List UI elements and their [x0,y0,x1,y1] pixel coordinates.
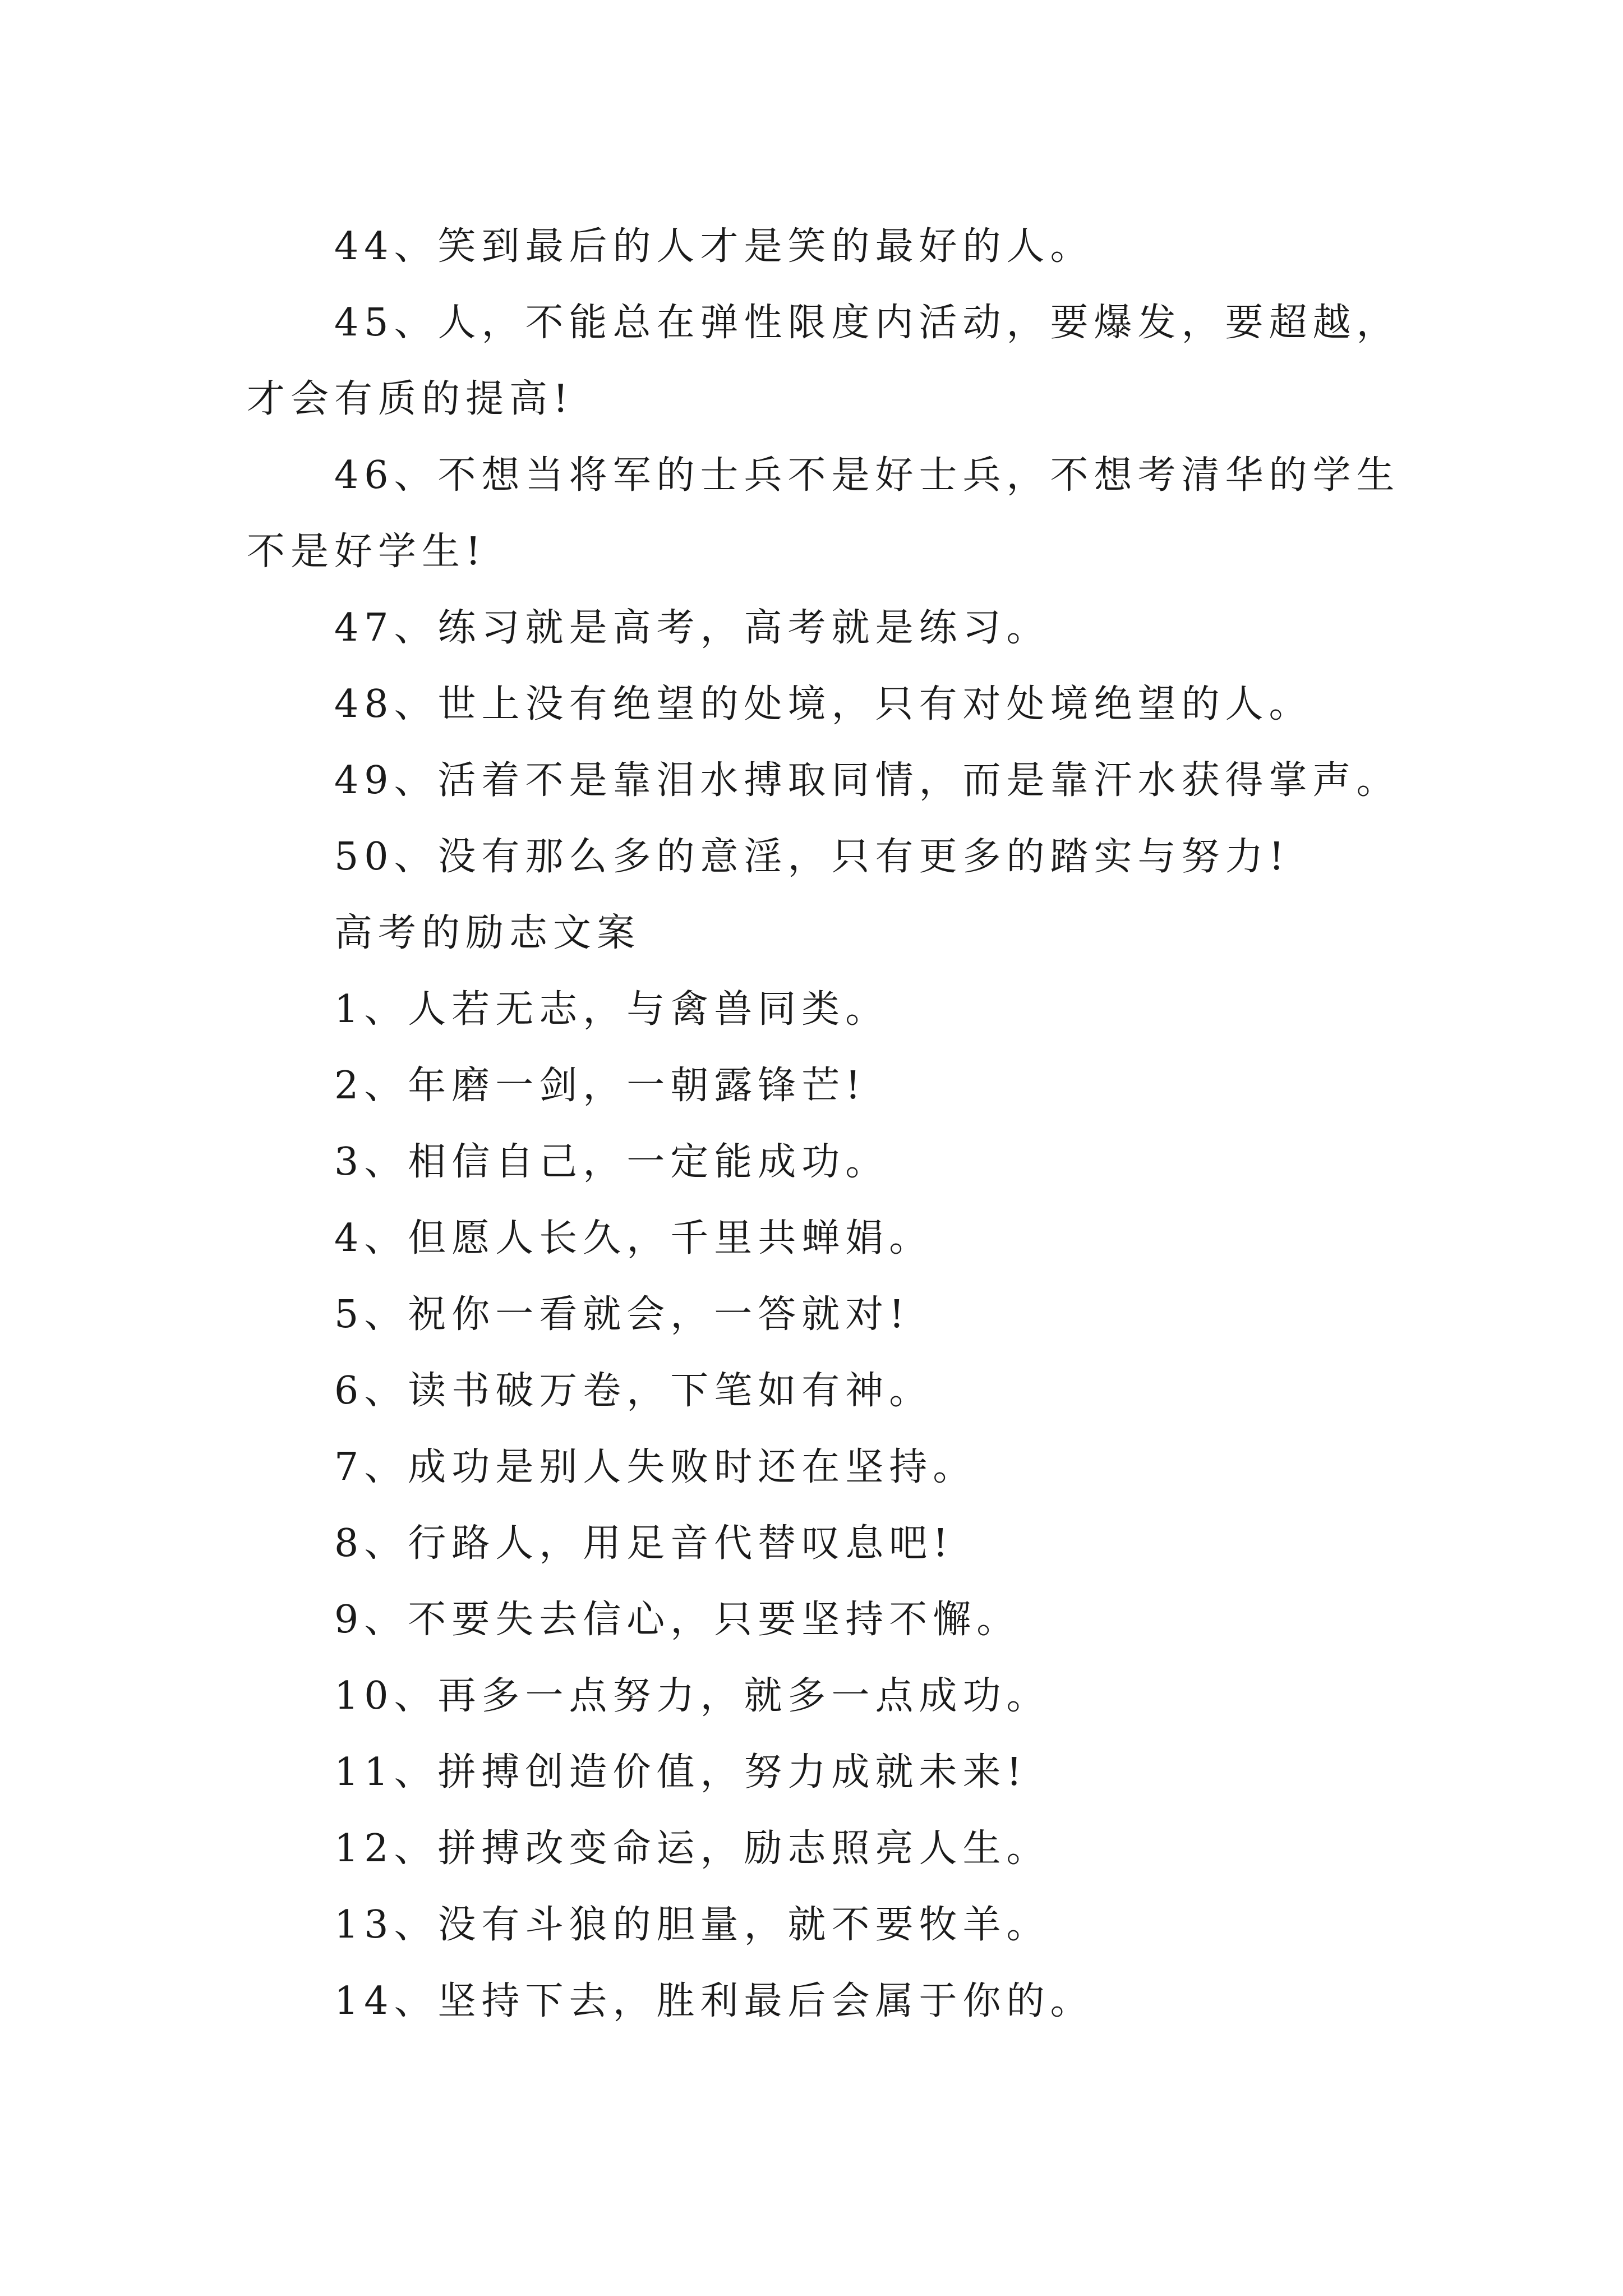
paragraph-49: 49、活着不是靠泪水搏取同情，而是靠汗水获得掌声。 [334,758,1400,803]
paragraph-3: 3、相信自己，一定能成功。 [334,1140,889,1184]
paragraph-6: 6、读书破万卷，下笔如有神。 [334,1369,933,1413]
paragraph-46: 46、不想当将军的士兵不是好士兵，不想考清华的学生不是好学生! [247,453,1400,574]
paragraph-13: 13、没有斗狼的胆量，就不要牧羊。 [334,1903,1050,1947]
paragraph-5: 5、祝你一看就会，一答就对! [334,1292,910,1337]
paragraph-10: 10、再多一点努力，就多一点成功。 [334,1674,1050,1718]
document-body [247,209,1413,2040]
paragraph-8: 8、行路人，用足音代替叹息吧! [334,1521,954,1566]
paragraph-50: 50、没有那么多的意淫，只有更多的踏实与努力! [334,835,1290,879]
paragraph-12: 12、拼搏改变命运，励志照亮人生。 [334,1826,1050,1871]
paragraph-1: 1、人若无志，与禽兽同类。 [334,987,889,1032]
paragraph-9: 9、不要失去信心，只要坚持不懈。 [334,1598,1021,1642]
paragraph-2: 2、年磨一剑，一朝露锋芒! [334,1064,866,1108]
paragraph-11: 11、拼搏创造价值，努力成就未来! [334,1750,1027,1795]
paragraph-14: 14、坚持下去，胜利最后会属于你的。 [334,1979,1094,2023]
paragraph-4: 4、但愿人长久，千里共蝉娟。 [334,1216,933,1260]
paragraph-7: 7、成功是别人失败时还在坚持。 [334,1445,977,1489]
section-heading: 高考的励志文案 [334,911,641,955]
paragraph-45: 45、人，不能总在弹性限度内活动，要爆发，要超越，才会有质的提高! [247,301,1400,421]
paragraph-44: 44、笑到最后的人才是笑的最好的人。 [334,224,1094,269]
paragraph-47: 47、练习就是高考，高考就是练习。 [334,606,1050,650]
paragraph-48: 48、世上没有绝望的处境，只有对处境绝望的人。 [334,682,1313,726]
